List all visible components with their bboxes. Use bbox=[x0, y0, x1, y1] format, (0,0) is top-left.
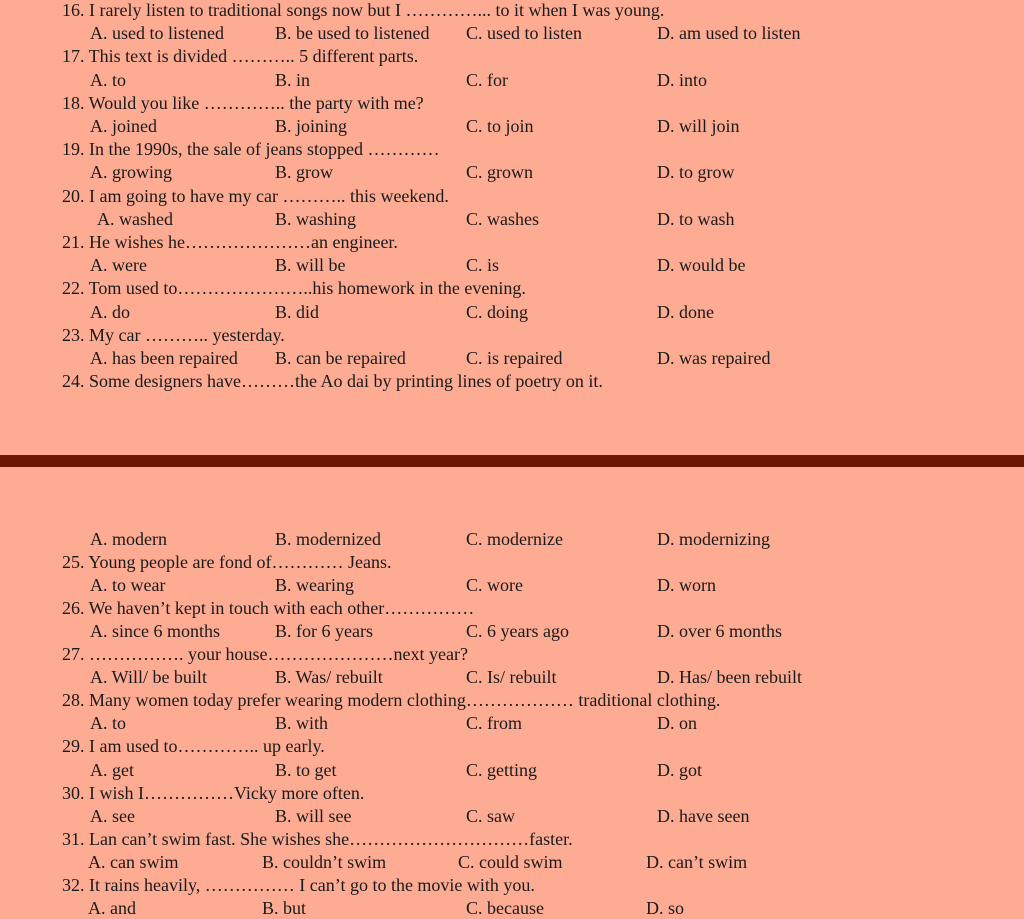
answer-option-b: B. Was/ rebuilt bbox=[275, 667, 383, 688]
answer-option-c: C. could swim bbox=[458, 851, 563, 872]
answer-option-b: B. will be bbox=[275, 255, 346, 276]
question-text: 31. Lan can’t swim fast. She wishes she…………………………faster. bbox=[62, 828, 573, 849]
answer-option-c: C. Is/ rebuilt bbox=[466, 667, 557, 688]
answer-option-d: D. on bbox=[657, 713, 697, 734]
answer-option-c: C. 6 years ago bbox=[466, 621, 569, 642]
answer-option-c: C. used to listen bbox=[466, 23, 582, 44]
answer-option-a: A. get bbox=[90, 759, 134, 780]
answer-option-a: A. used to listened bbox=[90, 23, 224, 44]
answer-option-c: C. from bbox=[466, 713, 522, 734]
answer-option-d: D. over 6 months bbox=[657, 621, 782, 642]
answer-option-b: B. couldn’t swim bbox=[262, 851, 387, 872]
answer-option-c: C. getting bbox=[466, 759, 537, 780]
answer-option-b: B. grow bbox=[275, 162, 333, 183]
answer-option-b: B. for 6 years bbox=[275, 621, 373, 642]
answer-option-b: B. wearing bbox=[275, 575, 354, 596]
divider-bar bbox=[0, 455, 1024, 467]
question-text: 22. Tom used to…………………..his homework in the evening. bbox=[62, 278, 526, 299]
answer-option-c: C. is bbox=[466, 255, 500, 276]
question-text: 25. Young people are fond of………… Jeans. bbox=[62, 552, 392, 573]
answer-option-c: C. washes bbox=[466, 208, 539, 229]
answer-option-a: A. see bbox=[90, 805, 135, 826]
answer-option-d: D. done bbox=[657, 301, 714, 322]
bottom-panel bbox=[0, 467, 1024, 919]
question-text: 23. My car ……….. yesterday. bbox=[62, 324, 285, 345]
answer-option-c: C. for bbox=[466, 69, 508, 90]
answer-option-d: D. would be bbox=[657, 255, 746, 276]
question-text: 28. Many women today prefer wearing modern clothing……………… traditional clothing. bbox=[62, 690, 721, 711]
answer-option-b: B. modernized bbox=[275, 529, 381, 549]
answer-option-a: A. do bbox=[90, 301, 130, 322]
answer-option-c: C. modernize bbox=[466, 529, 563, 549]
question-text: 18. Would you like ………….. the party with me? bbox=[62, 92, 424, 113]
answer-option-a: A. to wear bbox=[90, 575, 166, 596]
answer-option-d: D. so bbox=[646, 897, 685, 918]
answer-option-b: B. washing bbox=[275, 208, 356, 229]
answer-option-d: D. Has/ been rebuilt bbox=[657, 667, 802, 688]
answer-option-c: C. doing bbox=[466, 301, 529, 322]
answer-option-a: A. and bbox=[88, 897, 136, 918]
question-text: 27. ……………. your house…………………next year? bbox=[62, 644, 468, 665]
answer-option-a: A. to bbox=[90, 69, 126, 90]
answer-option-a: A. Will/ be built bbox=[90, 667, 207, 688]
answer-option-a: A. has been repaired bbox=[90, 348, 238, 368]
answer-option-d: D. got bbox=[657, 759, 702, 780]
answer-option-d: D. worn bbox=[657, 575, 716, 596]
question-text: 29. I am used to………….. up early. bbox=[62, 736, 325, 757]
answer-option-d: D. can’t swim bbox=[646, 851, 748, 872]
answer-option-d: D. am used to listen bbox=[657, 23, 801, 44]
answer-option-a: A. joined bbox=[90, 116, 157, 136]
answer-option-b: B. be used to listened bbox=[275, 23, 430, 44]
question-text: 17. This text is divided ……….. 5 different parts. bbox=[62, 46, 419, 67]
question-text: 30. I wish I……………Vicky more often. bbox=[62, 782, 365, 803]
answer-option-d: D. was repaired bbox=[657, 348, 771, 368]
answer-option-b: B. will see bbox=[275, 805, 352, 826]
answer-option-c: C. is repaired bbox=[466, 348, 563, 368]
question-text: 26. We haven’t kept in touch with each other…………… bbox=[62, 598, 475, 619]
answer-option-a: A. to bbox=[90, 713, 126, 734]
answer-option-a: A. growing bbox=[90, 162, 172, 183]
question-text: 21. He wishes he…………………an engineer. bbox=[62, 232, 398, 252]
answer-option-b: B. but bbox=[262, 897, 307, 918]
question-text: 24. Some designers have………the Ao dai by printing lines of poetry on it. bbox=[62, 371, 603, 392]
answer-option-b: B. to get bbox=[275, 759, 337, 780]
question-text: 16. I rarely listen to traditional songs now but I …………... to it when I was young. bbox=[62, 0, 665, 20]
answer-option-d: D. have seen bbox=[657, 805, 750, 826]
answer-option-a: A. modern bbox=[90, 529, 167, 549]
answer-option-c: C. wore bbox=[466, 575, 523, 596]
answer-option-c: C. because bbox=[466, 897, 544, 918]
top-panel bbox=[0, 0, 1024, 455]
answer-option-b: B. joining bbox=[275, 116, 348, 136]
answer-option-a: A. can swim bbox=[88, 851, 179, 872]
answer-option-a: A. were bbox=[90, 255, 147, 276]
answer-option-d: D. will join bbox=[657, 116, 740, 136]
question-text: 32. It rains heavily, …………… I can’t go to the movie with you. bbox=[62, 874, 535, 895]
answer-option-c: C. saw bbox=[466, 805, 515, 826]
answer-option-d: D. to grow bbox=[657, 162, 735, 183]
answer-option-c: C. to join bbox=[466, 116, 534, 136]
answer-option-a: A. since 6 months bbox=[90, 621, 220, 642]
question-text: 19. In the 1990s, the sale of jeans stopped ………… bbox=[62, 139, 440, 160]
answer-option-b: B. can be repaired bbox=[275, 348, 406, 368]
question-text: 20. I am going to have my car ……….. this weekend. bbox=[62, 185, 449, 206]
answer-option-b: B. with bbox=[275, 713, 329, 734]
answer-option-d: D. modernizing bbox=[657, 529, 770, 549]
answer-option-a: A. washed bbox=[97, 208, 173, 229]
answer-option-c: C. grown bbox=[466, 162, 533, 183]
answer-option-b: B. in bbox=[275, 69, 311, 90]
answer-option-d: D. into bbox=[657, 69, 708, 90]
answer-option-b: B. did bbox=[275, 301, 320, 322]
answer-option-d: D. to wash bbox=[657, 208, 735, 229]
